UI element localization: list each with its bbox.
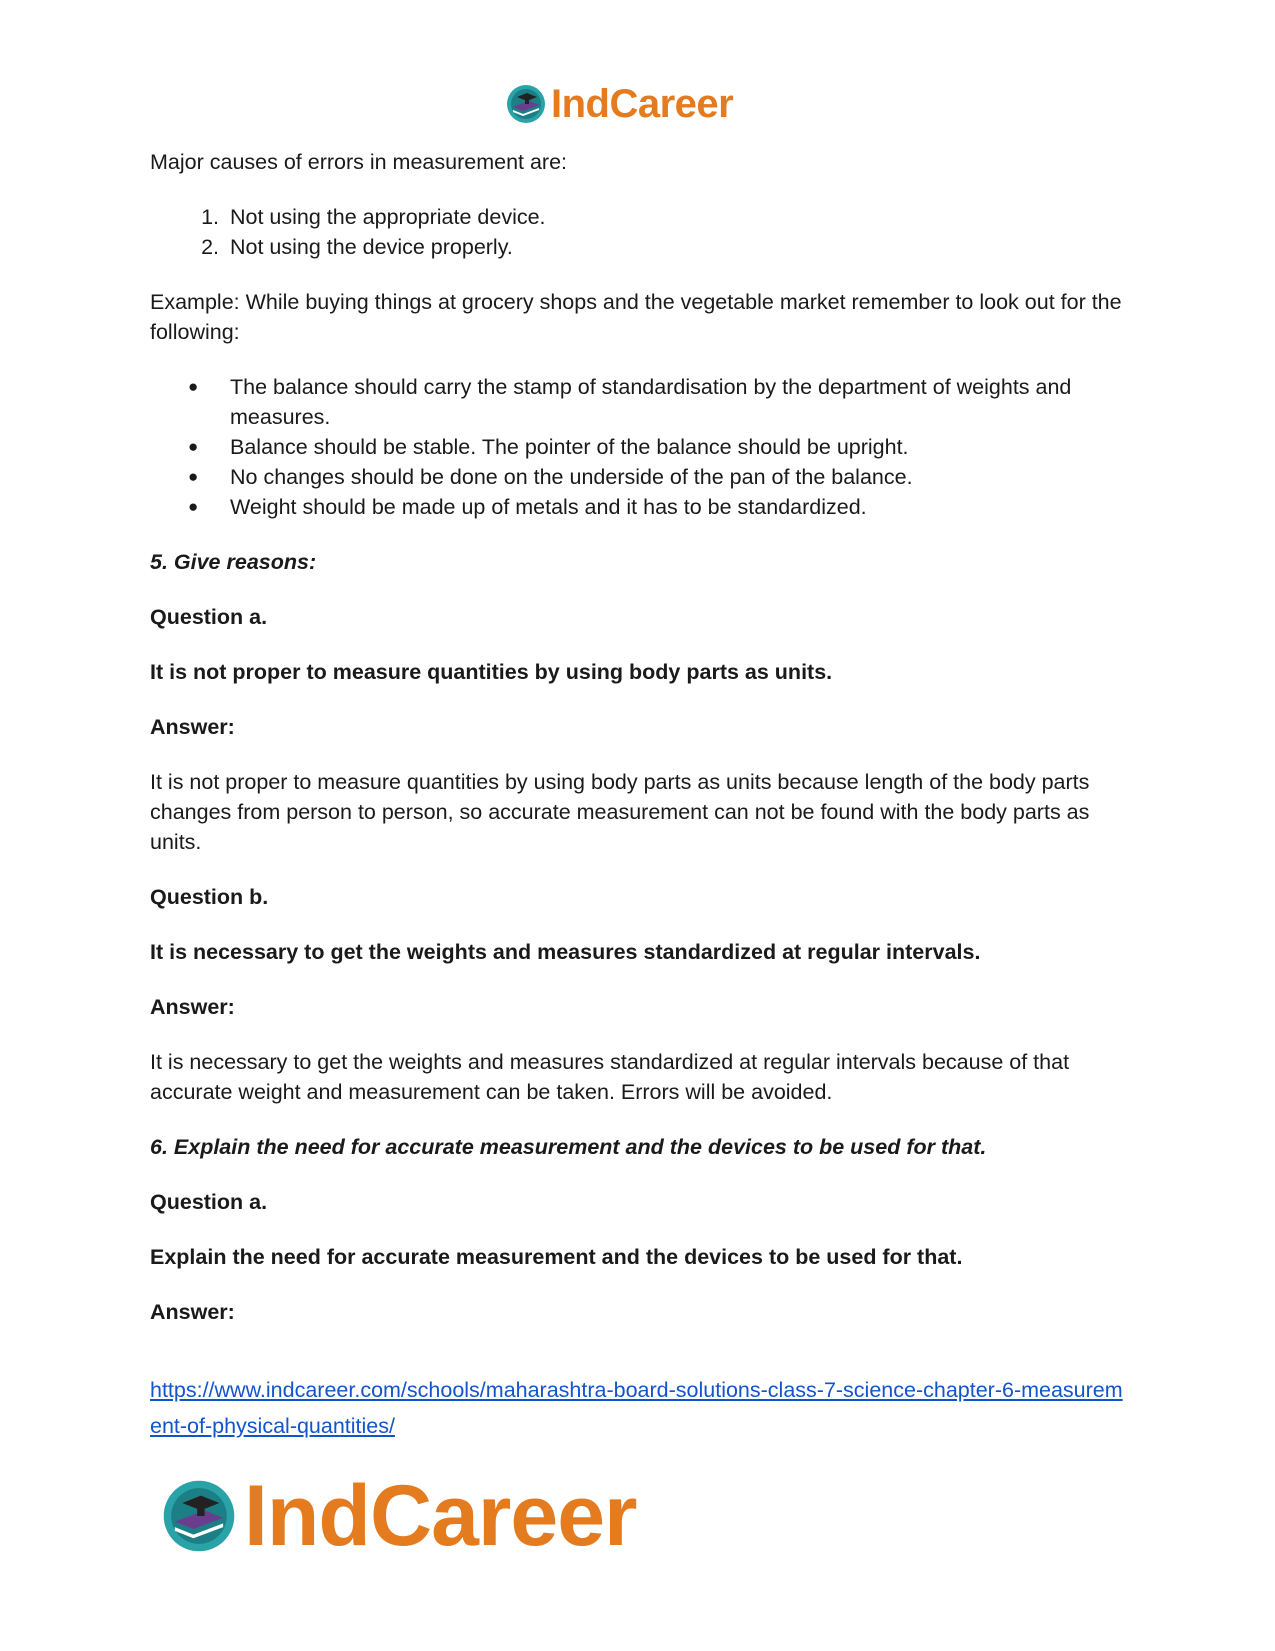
answer-label: Answer: bbox=[150, 1300, 235, 1324]
answer-label: Answer: bbox=[150, 995, 235, 1019]
list-item: ● Weight should be made up of metals and it has to be standardized. bbox=[225, 492, 1130, 522]
graduation-book-icon bbox=[160, 1477, 238, 1555]
question-text: Explain the need for accurate measurement and the devices to be used for that. bbox=[150, 1245, 963, 1269]
answer-text: It is not proper to measure quantities by using body parts as units because length of the body parts changes from person to person, so accurate measurement can not be found with the body parts as units. bbox=[150, 770, 1090, 854]
brand-name: IndCareer bbox=[244, 1467, 637, 1564]
section-heading: 5. Give reasons: bbox=[150, 550, 317, 574]
list-item: 2. Not using the device properly. bbox=[225, 232, 1130, 262]
question-text: It is necessary to get the weights and measures standardized at regular intervals. bbox=[150, 940, 981, 964]
answer-label: Answer: bbox=[150, 715, 235, 739]
question-text: It is not proper to measure quantities by using body parts as units. bbox=[150, 660, 833, 684]
intro-text: Major causes of errors in measurement are: bbox=[150, 150, 568, 174]
source-link[interactable]: https://www.indcareer.com/schools/maharashtra-board-solutions-class-7-science-chapter-6-measurement-of-physical-quantities/ bbox=[150, 1378, 1123, 1438]
answer-text: It is necessary to get the weights and measures standardized at regular intervals because of that accurate weight and measurement can be taken. Errors will be avoided. bbox=[150, 1050, 1070, 1104]
list-item: ● Balance should be stable. The pointer of the balance should be upright. bbox=[225, 432, 1130, 462]
graduation-book-icon bbox=[505, 83, 547, 125]
list-item: ● The balance should carry the stamp of standardisation by the department of weights and measures. bbox=[225, 372, 1130, 432]
question-label: Question a. bbox=[150, 605, 268, 629]
tips-list bbox=[150, 372, 1130, 522]
list-item: ● No changes should be done on the underside of the pan of the balance. bbox=[225, 462, 1130, 492]
example-text: Example: While buying things at grocery shops and the vegetable market remember to look out for the following: bbox=[150, 290, 1122, 344]
section-heading: 6. Explain the need for accurate measurement and the devices to be used for that. bbox=[150, 1135, 987, 1159]
document-body bbox=[150, 147, 1130, 1469]
list-item: 1. Not using the appropriate device. bbox=[225, 202, 1130, 232]
header-logo bbox=[505, 80, 733, 128]
causes-list bbox=[150, 202, 1130, 262]
question-label: Question a. bbox=[150, 1190, 268, 1214]
footer-logo bbox=[160, 1467, 637, 1564]
question-label: Question b. bbox=[150, 885, 269, 909]
brand-name: IndCareer bbox=[551, 81, 734, 126]
